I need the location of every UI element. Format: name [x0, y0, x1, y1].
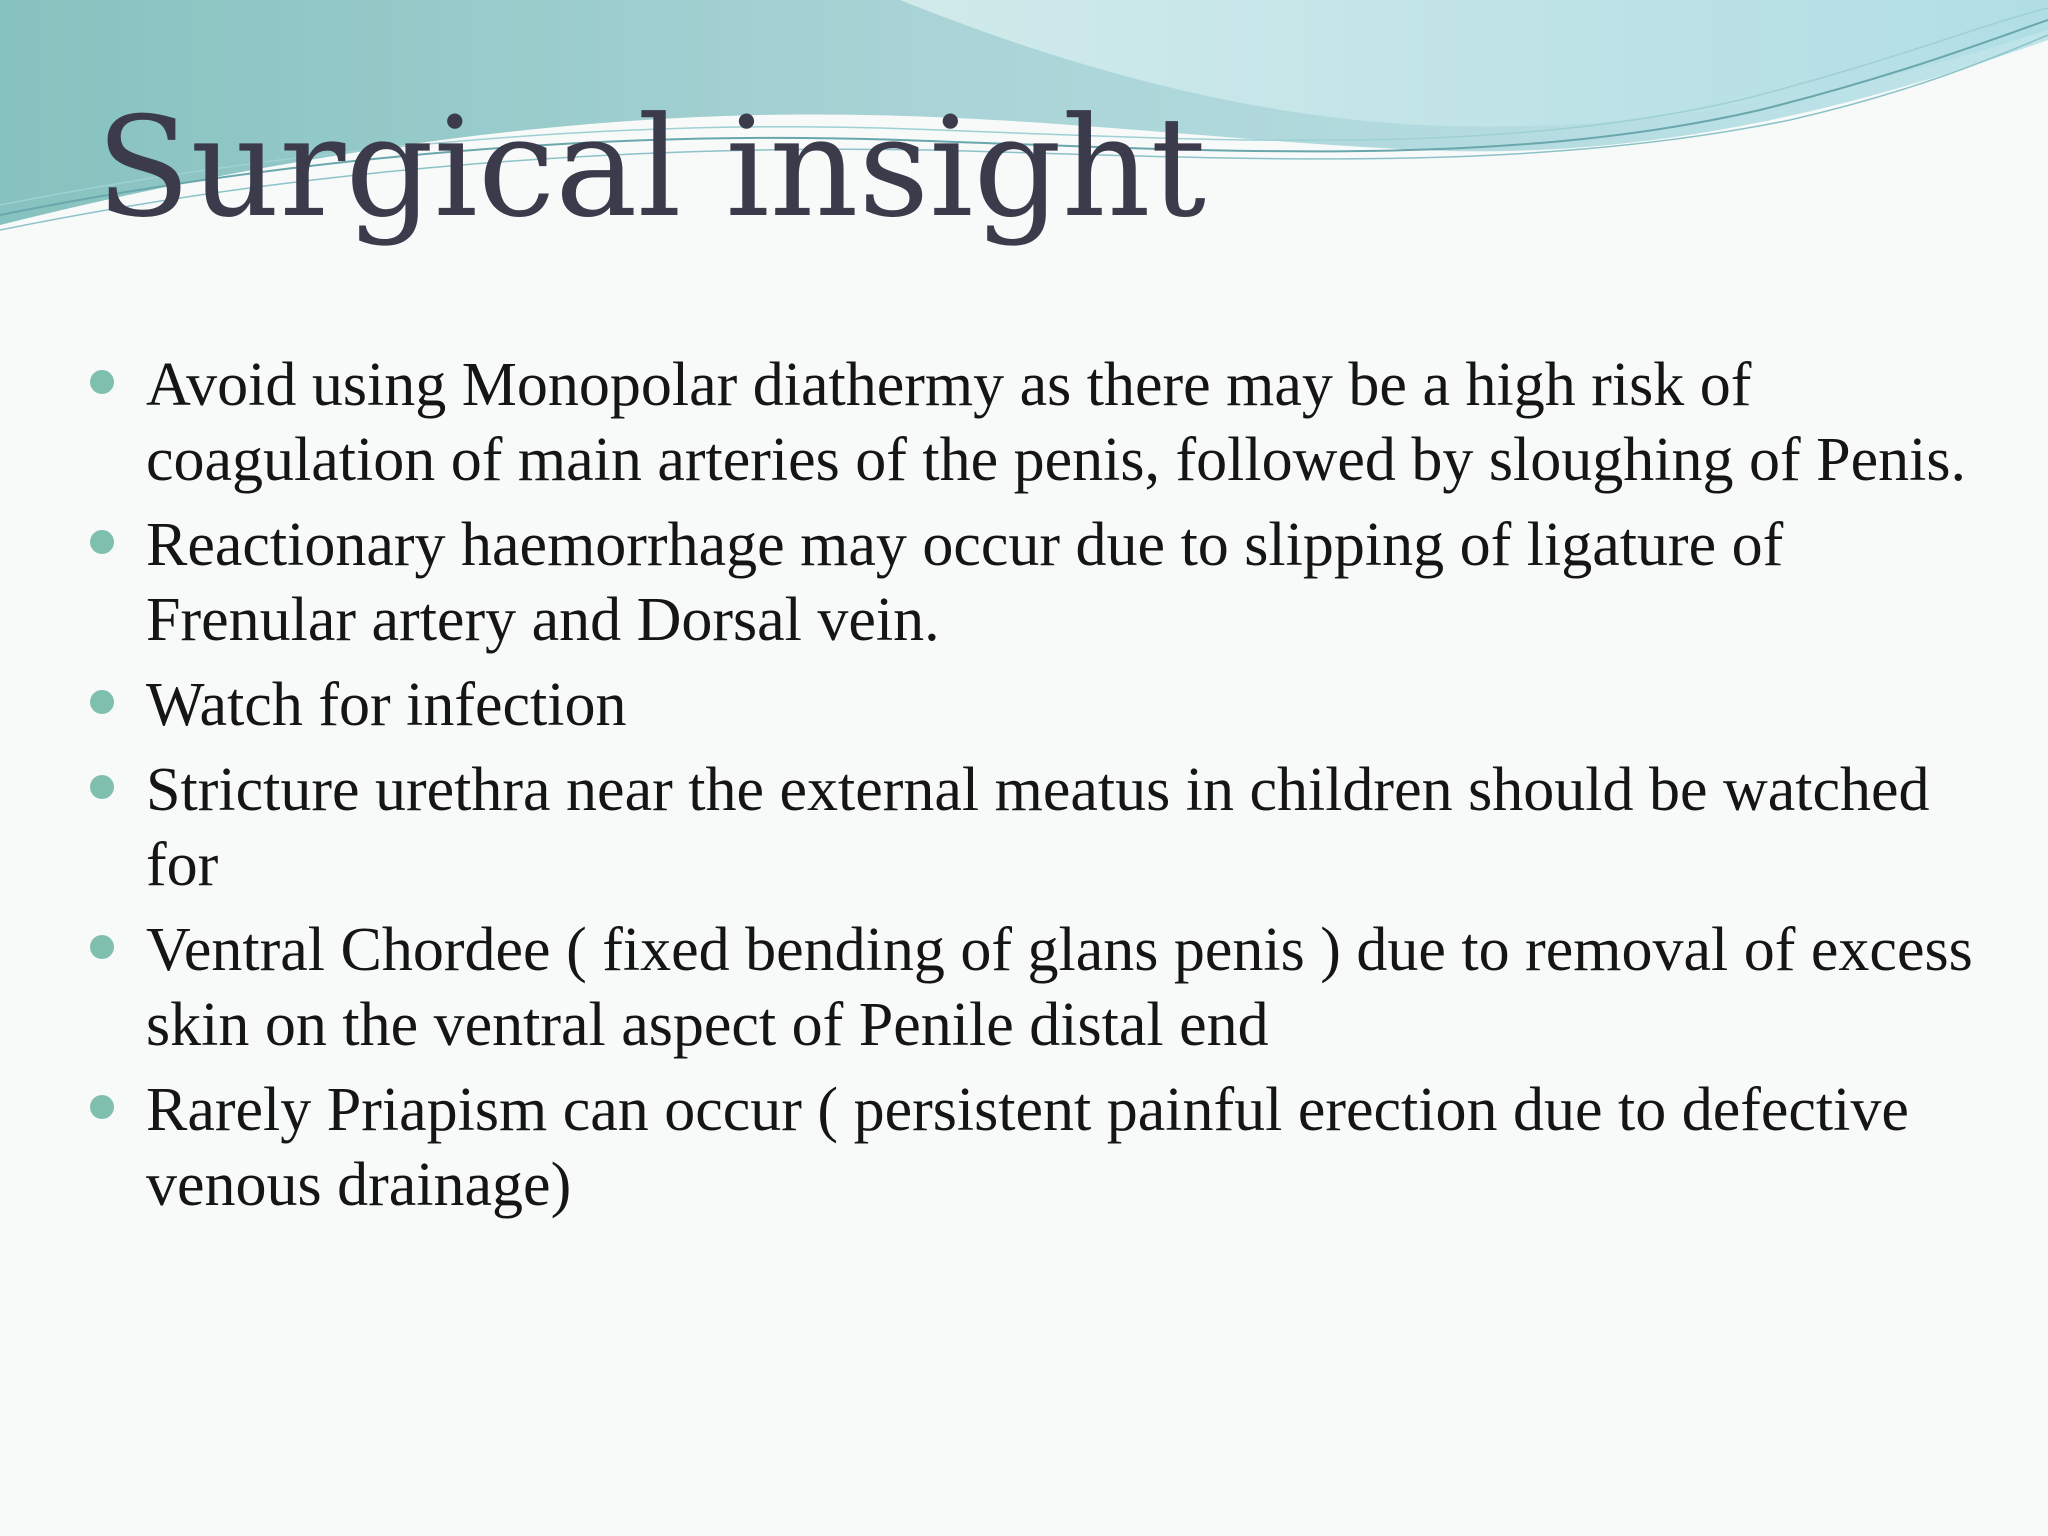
bullet-dot-icon	[90, 530, 114, 554]
bullet-item	[146, 668, 2006, 743]
bullet-dot-icon	[90, 1095, 114, 1119]
bullet-item	[146, 348, 2006, 498]
bullet-dot-icon	[90, 935, 114, 959]
bullet-text: Avoid using Monopolar diathermy as there may be a high risk of coagulation of main arteries of the penis, followed by sloughing of Penis.	[146, 351, 1967, 494]
bullet-text: Stricture urethra near the external meatus in children should be watched for	[146, 756, 1930, 899]
bullet-text: Ventral Chordee ( fixed bending of glans penis ) due to removal of excess skin on the ventral aspect of Penile distal end	[146, 916, 1973, 1059]
bullet-item	[146, 753, 2006, 903]
bullet-dot-icon	[90, 370, 114, 394]
slide-title: Surgical insight	[96, 87, 1207, 248]
bullet-list	[146, 348, 2006, 1233]
bullet-dot-icon	[90, 775, 114, 799]
bullet-item	[146, 508, 2006, 658]
bullet-item	[146, 913, 2006, 1063]
bullet-text: Rarely Priapism can occur ( persistent painful erection due to defective venous drainage)	[146, 1076, 1909, 1219]
bullet-text: Reactionary haemorrhage may occur due to slipping of ligature of Frenular artery and Dorsal vein.	[146, 511, 1784, 654]
bullet-dot-icon	[90, 690, 114, 714]
bullet-text: Watch for infection	[146, 671, 627, 739]
bullet-item	[146, 1073, 2006, 1223]
